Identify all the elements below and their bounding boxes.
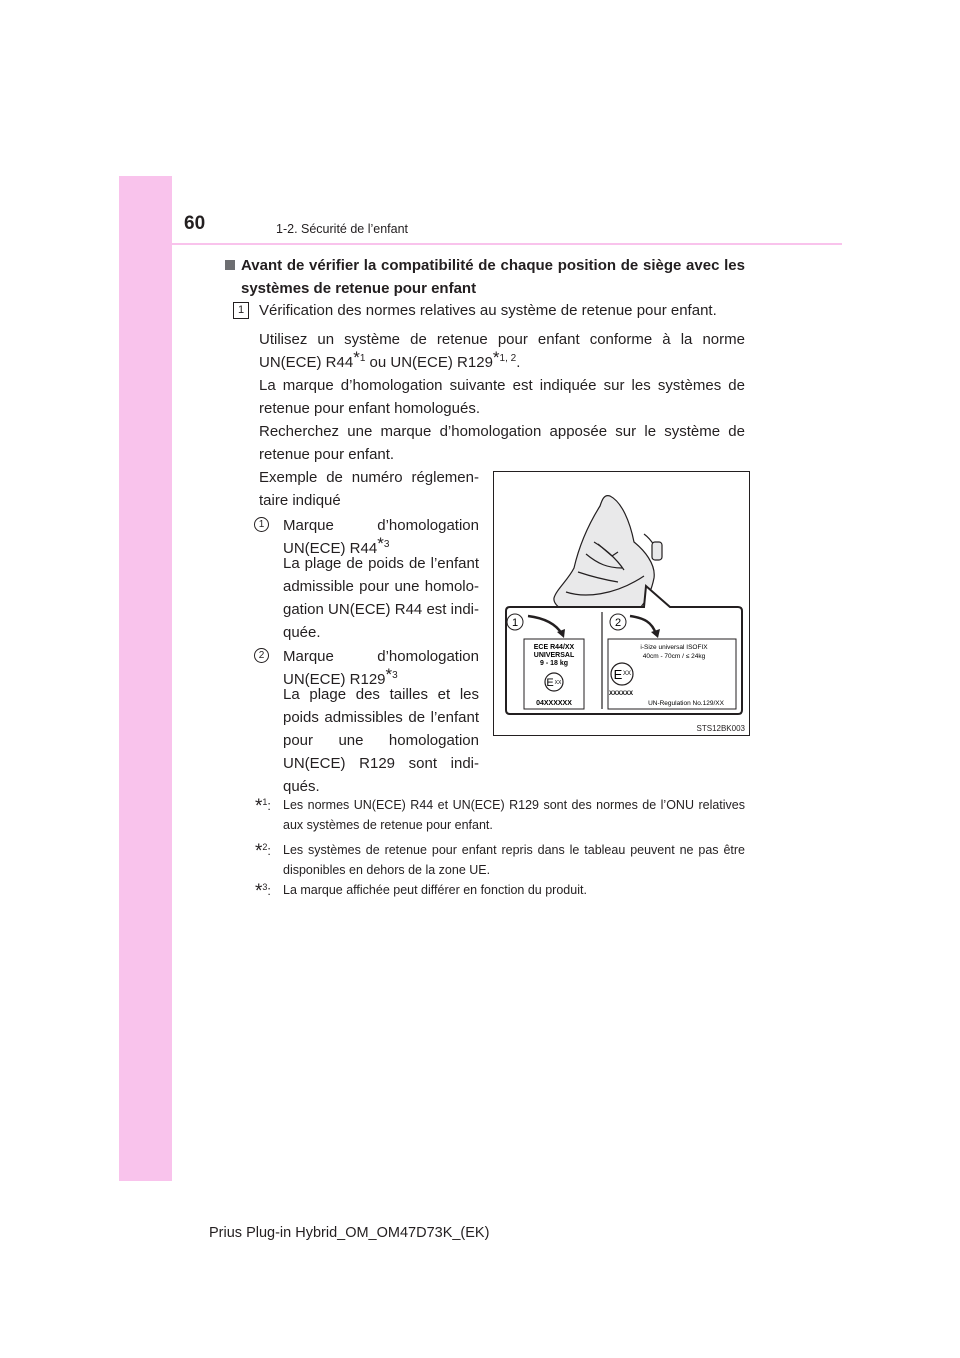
section-heading [225,254,745,300]
p1-text-a: Utilisez un système de retenue pour enfant conforme à la norme UN(ECE) R44 [259,331,745,371]
document-footer: Prius Plug-in Hybrid_OM_OM47D73K_(EK) [209,1225,490,1241]
bullet-square-icon [225,260,235,270]
callout-1-number: 1 [511,617,519,629]
p1-sup2: 1, 2 [499,353,517,364]
label-r129-line2: 40cm - 70cm / ≤ 24kg [642,653,706,660]
label-r129-line1: i-Size universal ISOFIX [640,644,708,651]
label-r129-e-sub: XX [622,671,632,677]
page-number: 60 [184,213,206,234]
step-number-box: 1 [233,302,249,319]
approval-mark-figure [493,471,750,736]
label-r44-code: 04XXXXXX [536,700,572,707]
paragraph-search: Recherchez une marque d’homologation apposée sur le système de retenue pour enfant. [259,423,745,463]
label-r44-line2: UNIVERSAL [533,652,575,659]
figure-illustration [494,472,749,735]
label-r44-e-sub: XX [554,680,562,686]
footnote-ref-1-2: *1, 2 [492,348,517,367]
section-title: 1-2. Sécurité de l’enfant [276,222,409,236]
footnote-ref-3a: *3 [377,534,390,553]
side-tab-bar [119,176,172,1181]
footnote-2 [255,840,745,880]
figure-code: STS12BK003 [696,724,745,733]
footnote-3-num: 3 [262,881,268,892]
label-r129-regulation: UN-Regulation No.129/XX [648,700,724,707]
paragraph-marking: La marque d’homologation suivante est indiquée sur les systèmes de retenue pour enfant homologués. [259,377,745,417]
footnote-2-text: Les systèmes de retenue pour enfant repris dans le tableau peuvent ne pas être disponibles en dehors de la zone UE. [283,843,745,877]
footnote-ref-1: *1 [353,348,366,367]
footnote-ref-3b: *3 [385,665,398,684]
item-1-description: La plage de poids de l’enfant admissible pour une homologation UN(ECE) R44 est indiquée. [283,555,479,641]
header-rule [172,243,842,245]
item-2-description: La plage des tailles et les poids admissibles de l’enfant pour une homologation UN(ECE) R129 sont indiqués. [283,686,479,795]
footnote-2-num: 2 [262,841,268,852]
item-1-sup: 3 [383,539,390,550]
footnote-1-num: 1 [262,796,268,807]
paragraph-standards [259,328,745,374]
item-2-number: 2 [254,648,269,663]
footnote-3-marker: *$^3$: [255,881,271,902]
label-r44-line1: ECE R44/XX [533,644,575,651]
callout-2-number: 2 [614,617,622,629]
example-intro: Exemple de numéro réglementaire indiqué [259,469,479,509]
p1-text-c: . [516,354,521,371]
footnote-1-text: Les normes UN(ECE) R44 et UN(ECE) R129 sont des normes de l’ONU relatives aux systèmes de retenue pour enfant. [283,798,745,832]
item-2-title-text: Marque d’homologation UN(ECE) R129 [283,648,479,688]
footnote-2-marker: *$^2$: [255,841,271,862]
footnote-1 [255,795,745,835]
label-r129-code: XXXXXX [608,691,634,697]
heading-text: Avant de vérifier la compatibilité de chaque position de siège avec les systèmes de retenue pour enfant [241,257,745,297]
label-r44-e-mark: E [546,677,554,689]
footnote-3 [255,880,745,902]
item-1-number: 1 [254,517,269,532]
p1-sup1: 1 [359,353,366,364]
step-text: Vérification des normes relatives au système de retenue pour enfant. [259,302,717,319]
footnote-1-marker: *$^1$: [255,796,271,817]
item-1-title-text: Marque d’homologation UN(ECE) R44 [283,517,479,557]
item-2-sup: 3 [392,670,398,681]
label-r129-e-mark: E [613,667,623,682]
footnote-3-text: La marque affichée peut différer en fonction du produit. [283,883,587,897]
label-r44-line3: 9 - 18 kg [539,660,569,667]
p1-text-b: ou UN(ECE) R129 [365,354,493,371]
